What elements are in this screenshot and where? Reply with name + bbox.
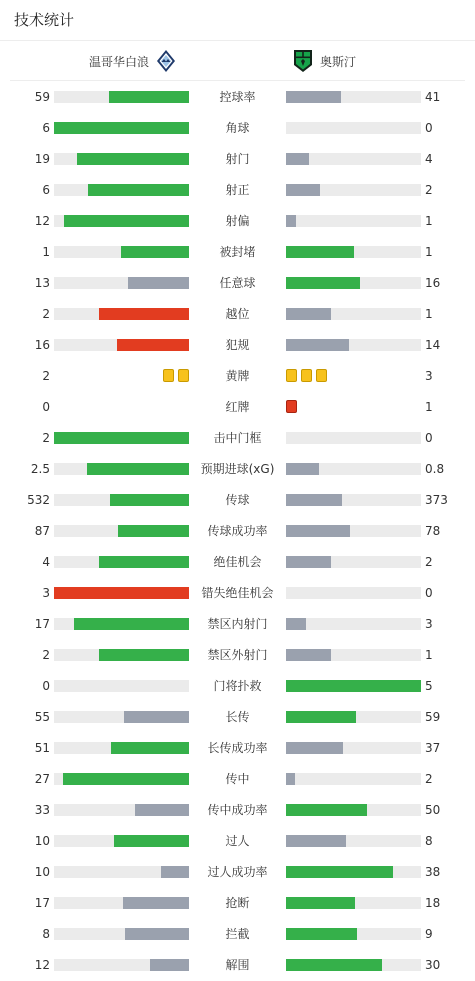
away-stat-value: 16	[425, 276, 441, 290]
away-stat-value: 78	[425, 524, 441, 538]
home-stat-bar-track	[54, 153, 189, 165]
home-stat-bar-track	[54, 246, 189, 258]
away-stat-bar-fill	[286, 525, 350, 537]
away-stat-value: 9	[425, 927, 433, 941]
away-stat-bar-track	[286, 184, 421, 196]
home-stat-bar-fill	[124, 711, 189, 723]
away-stat-value: 2	[425, 183, 433, 197]
stat-row	[0, 639, 475, 670]
away-stat-bar-track	[286, 246, 421, 258]
stat-row	[0, 453, 475, 484]
stat-label: 绝佳机会	[213, 555, 262, 569]
away-stat-value: 18	[425, 896, 441, 910]
away-stat-bar-track	[286, 680, 421, 692]
away-stat-value: 5	[425, 679, 433, 693]
stat-row	[0, 732, 475, 763]
home-stat-value: 12	[34, 214, 50, 228]
away-stat-bar-track	[286, 742, 421, 754]
home-stat-bar-fill	[109, 91, 189, 103]
home-stat-bar-track	[54, 339, 189, 351]
home-stat-value: 17	[34, 617, 50, 631]
away-stat-bar-fill	[286, 494, 342, 506]
stat-label: 击中门框	[213, 431, 262, 445]
away-stat-bar-fill	[286, 866, 393, 878]
stat-row	[0, 81, 475, 112]
home-stat-value: 2	[42, 369, 50, 383]
stat-label: 红牌	[225, 400, 250, 414]
away-team[interactable]	[292, 49, 356, 73]
stat-label: 被封堵	[219, 245, 256, 259]
home-stat-value: 10	[34, 834, 50, 848]
stat-label: 射门	[225, 152, 250, 166]
home-stat-value: 17	[34, 896, 50, 910]
away-stat-value: 1	[425, 245, 433, 259]
home-stat-value: 3	[42, 586, 50, 600]
home-stat-bar-track	[54, 587, 189, 599]
yellow-card-icon	[301, 369, 312, 382]
stat-row	[0, 515, 475, 546]
home-cards	[163, 369, 189, 382]
away-stat-bar-track	[286, 494, 421, 506]
away-stat-value: 1	[425, 214, 433, 228]
stat-label: 越位	[225, 307, 250, 321]
home-stat-value: 10	[34, 865, 50, 879]
home-stat-value: 59	[34, 90, 50, 104]
away-stat-bar-fill	[286, 897, 355, 909]
stat-row	[0, 577, 475, 608]
away-stat-bar-fill	[286, 959, 382, 971]
away-stat-bar-fill	[286, 618, 306, 630]
home-stat-bar-fill	[110, 494, 189, 506]
away-stat-bar-track	[286, 959, 421, 971]
away-stat-bar-track	[286, 866, 421, 878]
stat-row	[0, 608, 475, 639]
home-stat-value: 12	[34, 958, 50, 972]
home-stat-value: 51	[34, 741, 50, 755]
home-stat-value: 16	[34, 338, 50, 352]
away-stat-bar-track	[286, 339, 421, 351]
stat-row	[0, 422, 475, 453]
away-stat-bar-track	[286, 649, 421, 661]
home-stat-bar-track	[54, 308, 189, 320]
away-stat-bar-track	[286, 897, 421, 909]
stat-label: 拦截	[225, 927, 250, 941]
home-stat-value: 19	[34, 152, 50, 166]
home-stat-bar-track	[54, 835, 189, 847]
away-stat-value: 1	[425, 400, 433, 414]
home-stat-bar-track	[54, 866, 189, 878]
away-stat-bar-fill	[286, 804, 367, 816]
home-stat-bar-fill	[54, 587, 189, 599]
away-stat-bar-track	[286, 711, 421, 723]
home-stat-bar-track	[54, 556, 189, 568]
away-stat-value: 0	[425, 586, 433, 600]
away-team-name: 奥斯汀	[320, 54, 357, 69]
home-stat-bar-fill	[99, 556, 189, 568]
away-stat-bar-track	[286, 153, 421, 165]
home-stat-bar-fill	[99, 649, 189, 661]
home-stat-value: 13	[34, 276, 50, 290]
stat-label: 传中	[225, 772, 250, 786]
away-stat-bar-fill	[286, 246, 354, 258]
home-stat-bar-fill	[118, 525, 189, 537]
yellow-card-icon	[286, 369, 297, 382]
away-stat-value: 37	[425, 741, 441, 755]
away-stat-bar-track	[286, 587, 421, 599]
home-stat-bar-track	[54, 649, 189, 661]
away-stat-bar-fill	[286, 153, 309, 165]
stat-label: 禁区内射门	[207, 617, 268, 631]
home-stat-bar-track	[54, 184, 189, 196]
stat-row	[0, 298, 475, 329]
home-team-name: 温哥华白浪	[88, 54, 149, 69]
away-stat-bar-fill	[286, 680, 421, 692]
stat-label: 抢断	[225, 896, 250, 910]
home-stat-value: 55	[34, 710, 50, 724]
away-stat-bar-track	[286, 432, 421, 444]
home-stat-bar-track	[54, 773, 189, 785]
stat-row	[0, 546, 475, 577]
home-stat-bar-fill	[99, 308, 189, 320]
home-stat-bar-fill	[117, 339, 189, 351]
home-stat-bar-fill	[128, 277, 189, 289]
home-stat-bar-track	[54, 897, 189, 909]
away-stat-bar-fill	[286, 711, 356, 723]
home-stat-bar-fill	[64, 215, 189, 227]
home-stat-bar-track	[54, 432, 189, 444]
away-stat-bar-fill	[286, 835, 346, 847]
away-stat-bar-track	[286, 308, 421, 320]
stat-row	[0, 484, 475, 515]
stat-row	[0, 391, 475, 422]
stat-label: 角球	[225, 121, 250, 135]
home-stat-bar-track	[54, 680, 189, 692]
vancouver-whitecaps-crest-icon	[155, 49, 177, 73]
home-stat-value: 2.5	[30, 462, 50, 476]
home-stat-bar-track	[54, 711, 189, 723]
away-stat-value: 3	[425, 617, 433, 631]
home-stat-value: 2	[42, 648, 50, 662]
away-stat-bar-track	[286, 91, 421, 103]
home-stat-bar-track	[54, 959, 189, 971]
home-stat-bar-track	[54, 618, 189, 630]
away-stat-bar-fill	[286, 463, 319, 475]
away-stat-bar-track	[286, 463, 421, 475]
home-stat-bar-track	[54, 494, 189, 506]
austin-fc-crest-icon	[292, 49, 314, 73]
away-stat-bar-fill	[286, 773, 295, 785]
stat-row	[0, 267, 475, 298]
away-stat-value: 38	[425, 865, 441, 879]
home-stat-bar-track	[54, 122, 189, 134]
page-title: 技术统计	[0, 0, 475, 41]
away-stat-value: 1	[425, 648, 433, 662]
home-stat-bar-fill	[54, 122, 189, 134]
stat-label: 犯规	[225, 338, 250, 352]
home-stat-value: 87	[34, 524, 50, 538]
home-stat-bar-fill	[114, 835, 189, 847]
stat-label: 过人成功率	[207, 865, 268, 879]
stat-label: 传球成功率	[207, 524, 268, 538]
stat-label: 黄牌	[225, 369, 250, 383]
home-stat-value: 0	[42, 679, 50, 693]
stat-label: 射偏	[225, 214, 250, 228]
away-stat-bar-track	[286, 122, 421, 134]
away-stat-value: 41	[425, 90, 441, 104]
away-stat-bar-fill	[286, 928, 357, 940]
home-stat-bar-fill	[63, 773, 189, 785]
home-stat-value: 4	[42, 555, 50, 569]
team-header	[10, 41, 465, 81]
yellow-card-icon	[178, 369, 189, 382]
away-cards	[286, 400, 297, 413]
home-stat-bar-fill	[87, 463, 189, 475]
away-stat-bar-track	[286, 928, 421, 940]
home-stat-bar-track	[54, 804, 189, 816]
stat-row	[0, 701, 475, 732]
stat-row	[0, 360, 475, 391]
stat-label: 解围	[225, 958, 250, 972]
away-stat-bar-track	[286, 618, 421, 630]
stat-row	[0, 949, 475, 980]
stat-row	[0, 763, 475, 794]
home-stat-value: 6	[42, 121, 50, 135]
stat-label: 错失绝佳机会	[201, 586, 274, 600]
home-stat-bar-fill	[135, 804, 189, 816]
away-stat-value: 0	[425, 121, 433, 135]
yellow-card-icon	[163, 369, 174, 382]
away-stat-bar-track	[286, 804, 421, 816]
home-team[interactable]	[89, 49, 177, 73]
home-stat-bar-fill	[123, 897, 189, 909]
away-stat-value: 3	[425, 369, 433, 383]
home-stat-bar-fill	[77, 153, 189, 165]
away-cards	[286, 369, 327, 382]
away-stat-bar-track	[286, 525, 421, 537]
home-stat-bar-track	[54, 91, 189, 103]
away-stat-bar-fill	[286, 91, 341, 103]
stat-label: 门将扑救	[213, 679, 262, 693]
stat-label: 控球率	[219, 90, 256, 104]
away-stat-value: 2	[425, 772, 433, 786]
home-stat-bar-track	[54, 742, 189, 754]
home-stat-bar-fill	[125, 928, 189, 940]
yellow-card-icon	[316, 369, 327, 382]
away-stat-value: 0	[425, 431, 433, 445]
home-stat-value: 532	[27, 493, 50, 507]
away-stat-bar-fill	[286, 277, 360, 289]
stat-label: 禁区外射门	[207, 648, 268, 662]
home-stat-bar-fill	[121, 246, 189, 258]
stat-row	[0, 236, 475, 267]
stat-label: 长传	[225, 710, 250, 724]
away-stat-value: 373	[425, 493, 448, 507]
stat-label: 射正	[225, 183, 250, 197]
home-stat-value: 33	[34, 803, 50, 817]
stat-label: 预期进球(xG)	[200, 462, 275, 476]
away-stat-value: 50	[425, 803, 441, 817]
stat-row	[0, 825, 475, 856]
stat-label: 过人	[225, 834, 250, 848]
away-stat-value: 30	[425, 958, 441, 972]
away-stat-bar-fill	[286, 556, 331, 568]
home-stat-bar-fill	[111, 742, 189, 754]
home-stat-bar-fill	[161, 866, 189, 878]
home-stat-bar-track	[54, 277, 189, 289]
away-stat-bar-track	[286, 835, 421, 847]
away-stat-value: 14	[425, 338, 441, 352]
home-stat-bar-fill	[150, 959, 189, 971]
stat-row	[0, 174, 475, 205]
away-stat-bar-fill	[286, 339, 349, 351]
home-stat-value: 2	[42, 307, 50, 321]
stat-row	[0, 918, 475, 949]
home-stat-bar-track	[54, 525, 189, 537]
away-stat-bar-track	[286, 215, 421, 227]
stat-row	[0, 856, 475, 887]
away-stat-bar-fill	[286, 215, 296, 227]
away-stat-bar-fill	[286, 308, 331, 320]
away-stat-value: 59	[425, 710, 441, 724]
home-stat-bar-track	[54, 928, 189, 940]
away-stat-bar-track	[286, 773, 421, 785]
stat-row	[0, 670, 475, 701]
home-stat-bar-fill	[54, 432, 189, 444]
stats-list	[0, 81, 475, 980]
home-stat-bar-fill	[88, 184, 189, 196]
away-stat-bar-track	[286, 556, 421, 568]
home-stat-bar-track	[54, 463, 189, 475]
away-stat-bar-fill	[286, 742, 343, 754]
away-stat-bar-fill	[286, 184, 320, 196]
stat-row	[0, 329, 475, 360]
stat-row	[0, 794, 475, 825]
home-stat-value: 2	[42, 431, 50, 445]
stat-row	[0, 112, 475, 143]
stat-label: 任意球	[219, 276, 256, 290]
stat-label: 传中成功率	[207, 803, 268, 817]
red-card-icon	[286, 400, 297, 413]
away-stat-value: 1	[425, 307, 433, 321]
home-stat-value: 1	[42, 245, 50, 259]
away-stat-bar-track	[286, 277, 421, 289]
home-stat-value: 27	[34, 772, 50, 786]
home-stat-value: 8	[42, 927, 50, 941]
stat-label: 长传成功率	[207, 741, 268, 755]
home-stat-value: 6	[42, 183, 50, 197]
stat-row	[0, 143, 475, 174]
away-stat-value: 2	[425, 555, 433, 569]
stat-row	[0, 205, 475, 236]
home-stat-bar-fill	[74, 618, 189, 630]
away-stat-value: 0.8	[425, 462, 445, 476]
stat-label: 传球	[225, 493, 250, 507]
away-stat-value: 4	[425, 152, 433, 166]
away-stat-value: 8	[425, 834, 433, 848]
home-stat-bar-track	[54, 215, 189, 227]
away-stat-bar-fill	[286, 649, 331, 661]
home-stat-value: 0	[42, 400, 50, 414]
stat-row	[0, 887, 475, 918]
